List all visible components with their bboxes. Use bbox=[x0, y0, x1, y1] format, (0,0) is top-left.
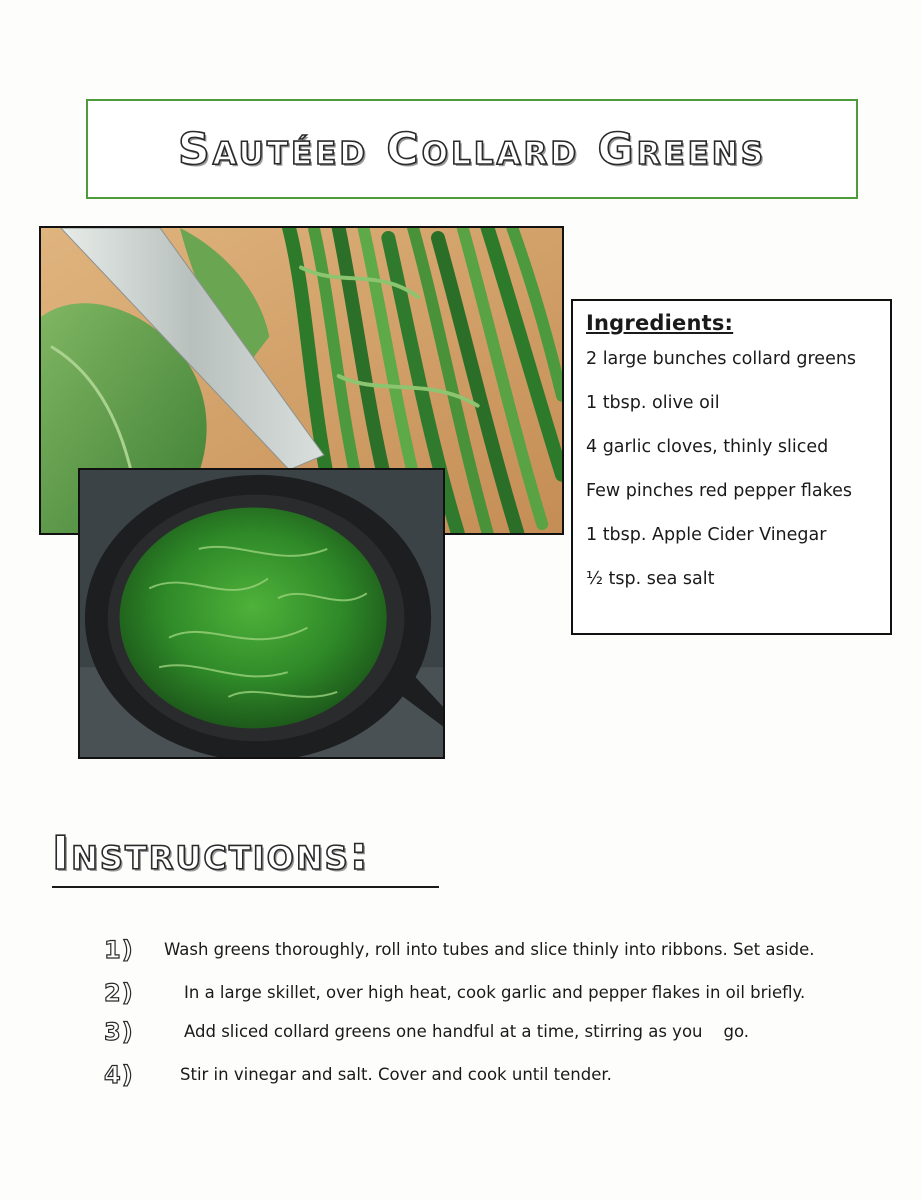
ingredients-box bbox=[571, 299, 892, 635]
ingredients-list bbox=[586, 348, 890, 590]
ingredient-item: 2 large bunches collard greens bbox=[586, 349, 857, 369]
title-box bbox=[86, 99, 858, 199]
step-number: 3) bbox=[104, 1018, 134, 1046]
step-text: Wash greens thoroughly, roll into tubes and slice thinly into ribbons. Set aside. bbox=[164, 940, 815, 959]
ingredient-item: 1 tbsp. Apple Cider Vinegar bbox=[586, 525, 827, 545]
ingredient-item: ½ tsp. sea salt bbox=[586, 569, 715, 589]
step-text: In a large skillet, over high heat, cook garlic and pepper flakes in oil briefly. bbox=[184, 983, 806, 1002]
instructions-heading: Instructions: bbox=[52, 826, 439, 888]
ingredient-item: 4 garlic cloves, thinly sliced bbox=[586, 437, 829, 457]
step-number: 2) bbox=[104, 979, 134, 1007]
ingredients-heading: Ingredients: bbox=[586, 311, 734, 335]
step-number: 1) bbox=[104, 936, 134, 964]
skillet-illustration bbox=[80, 470, 443, 757]
ingredient-item: Few pinches red pepper flakes bbox=[586, 481, 852, 501]
ingredient-item: 1 tbsp. olive oil bbox=[586, 393, 720, 413]
step-number: 4) bbox=[104, 1061, 134, 1089]
page-title: Sautéed Collard Greens bbox=[177, 123, 767, 175]
step-text: Add sliced collard greens one handful at a time, stirring as you go. bbox=[184, 1022, 750, 1041]
sauteed-greens-skillet-photo bbox=[78, 468, 445, 759]
step-text: Stir in vinegar and salt. Cover and cook until tender. bbox=[180, 1065, 612, 1084]
